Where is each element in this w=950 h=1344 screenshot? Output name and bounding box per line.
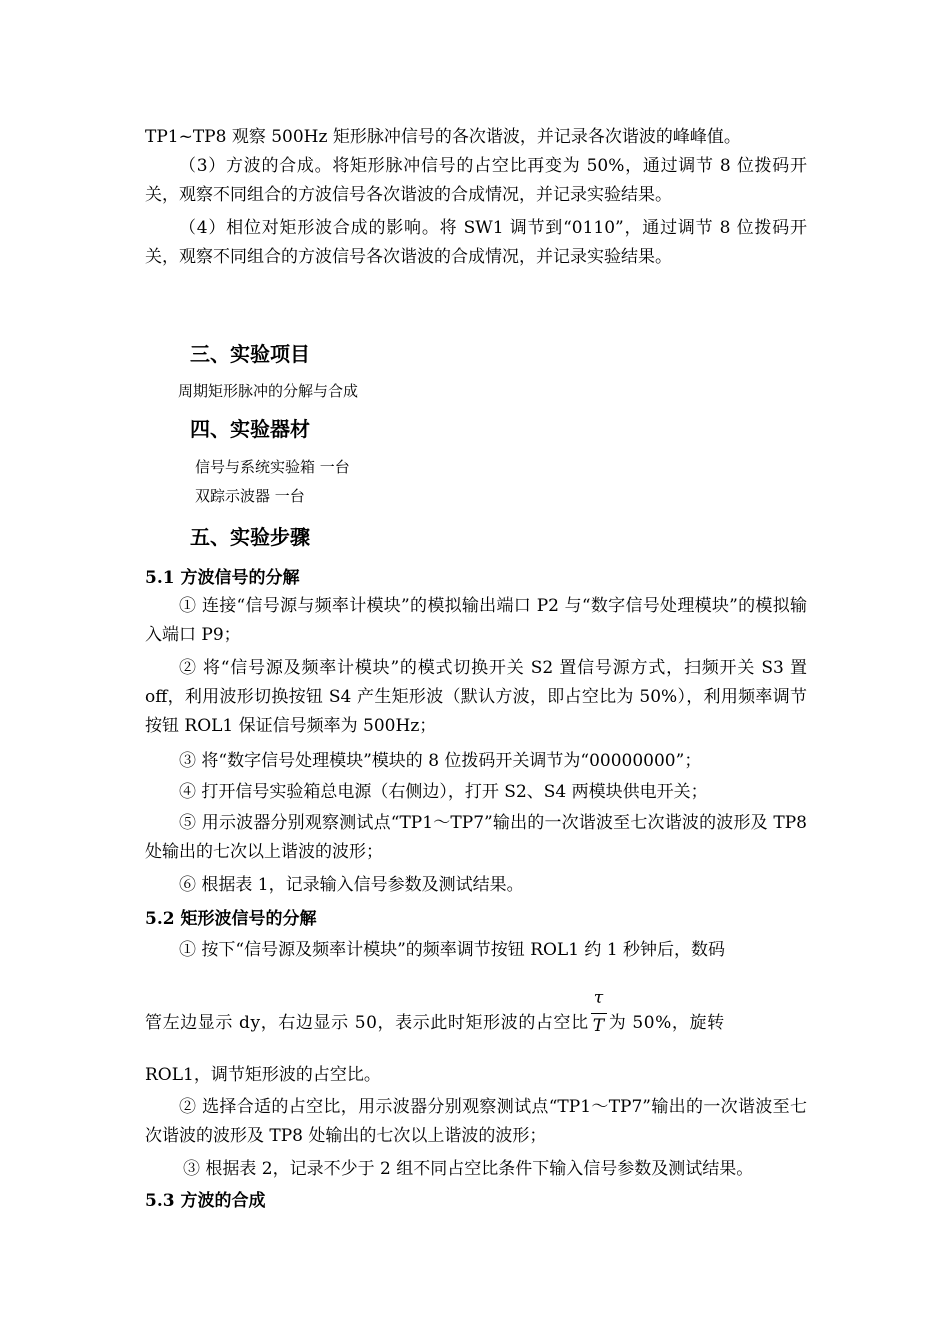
- equipment-item-2: 双踪示波器 一台: [195, 487, 305, 505]
- step-5-2-1-line2-b: 为 50%，旋转: [608, 1013, 725, 1033]
- section-body-experiment-items: 周期矩形脉冲的分解与合成: [178, 382, 359, 400]
- paragraph-phase-effect: （4）相位对矩形波合成的影响。将 SW1 调节到“0110”，通过调节 8 位拨码开关，观察不同组合的方波信号各次谐波的合成情况，并记录实验结果。: [145, 218, 807, 267]
- subsection-title-5-2: 5.2 矩形波信号的分解: [145, 909, 317, 929]
- fraction-numerator: τ: [593, 988, 604, 1008]
- step-5-1-5: ⑤ 用示波器分别观察测试点“TP1～TP7”输出的一次谐波至七次谐波的波形及 TP8 处输出的七次以上谐波的波形；: [145, 813, 807, 862]
- duty-cycle-fraction: [589, 988, 609, 1038]
- step-5-1-4: ④ 打开信号实验箱总电源（右侧边），打开 S2、S4 两模块供电开关；: [179, 782, 708, 802]
- subsection-title-5-1: 5.1 方波信号的分解: [145, 568, 300, 588]
- section-title-steps: 五、实验步骤: [190, 525, 310, 549]
- step-5-2-1-line2-a: 管左边显示 dy，右边显示 50，表示此时矩形波的占空比: [145, 1013, 589, 1033]
- subsection-title-5-3: 5.3 方波的合成: [145, 1191, 266, 1211]
- step-5-1-3: ③ 将“数字信号处理模块”模块的 8 位拨码开关调节为“00000000”；: [179, 751, 702, 771]
- step-5-2-2: ② 选择合适的占空比，用示波器分别观察测试点“TP1～TP7”输出的一次谐波至七次谐波的波形及 TP8 处输出的七次以上谐波的波形；: [145, 1097, 807, 1146]
- step-5-1-6: ⑥ 根据表 1，记录输入信号参数及测试结果。: [179, 875, 524, 895]
- equipment-item-1: 信号与系统实验箱 一台: [195, 458, 350, 476]
- step-5-2-1-line3: ROL1，调节矩形波的占空比。: [145, 1065, 381, 1085]
- step-5-1-2: ② 将“信号源及频率计模块”的模式切换开关 S2 置信号源方式，扫频开关 S3 置 off，利用波形切换按钮 S4 产生矩形波（默认方波，即占空比为 50%），利用频率调节按钮 ROL1 保证信号频率为 500Hz；: [145, 658, 807, 736]
- step-5-2-3: ③ 根据表 2，记录不少于 2 组不同占空比条件下输入信号参数及测试结果。: [183, 1159, 754, 1179]
- section-title-experiment-items: 三、实验项目: [190, 342, 310, 366]
- section-title-equipment: 四、实验器材: [190, 417, 310, 441]
- step-5-1-1: ① 连接“信号源与频率计模块”的模拟输出端口 P2 与“数字信号处理模块”的模拟输入端口 P9；: [145, 596, 807, 645]
- step-5-2-1-line2: [145, 988, 807, 1038]
- fraction-bar: [591, 1013, 607, 1014]
- fraction-denominator: T: [592, 1016, 605, 1036]
- step-5-2-1-line1: ① 按下“信号源及频率计模块”的频率调节按钮 ROL1 约 1 秒钟后，数码: [179, 940, 726, 960]
- paragraph-tp-harmonics: TP1~TP8 观察 500Hz 矩形脉冲信号的各次谐波，并记录各次谐波的峰峰值。: [145, 127, 741, 147]
- paragraph-square-synthesis: （3）方波的合成。将矩形脉冲信号的占空比再变为 50%，通过调节 8 位拨码开关，观察不同组合的方波信号各次谐波的合成情况，并记录实验结果。: [145, 156, 807, 205]
